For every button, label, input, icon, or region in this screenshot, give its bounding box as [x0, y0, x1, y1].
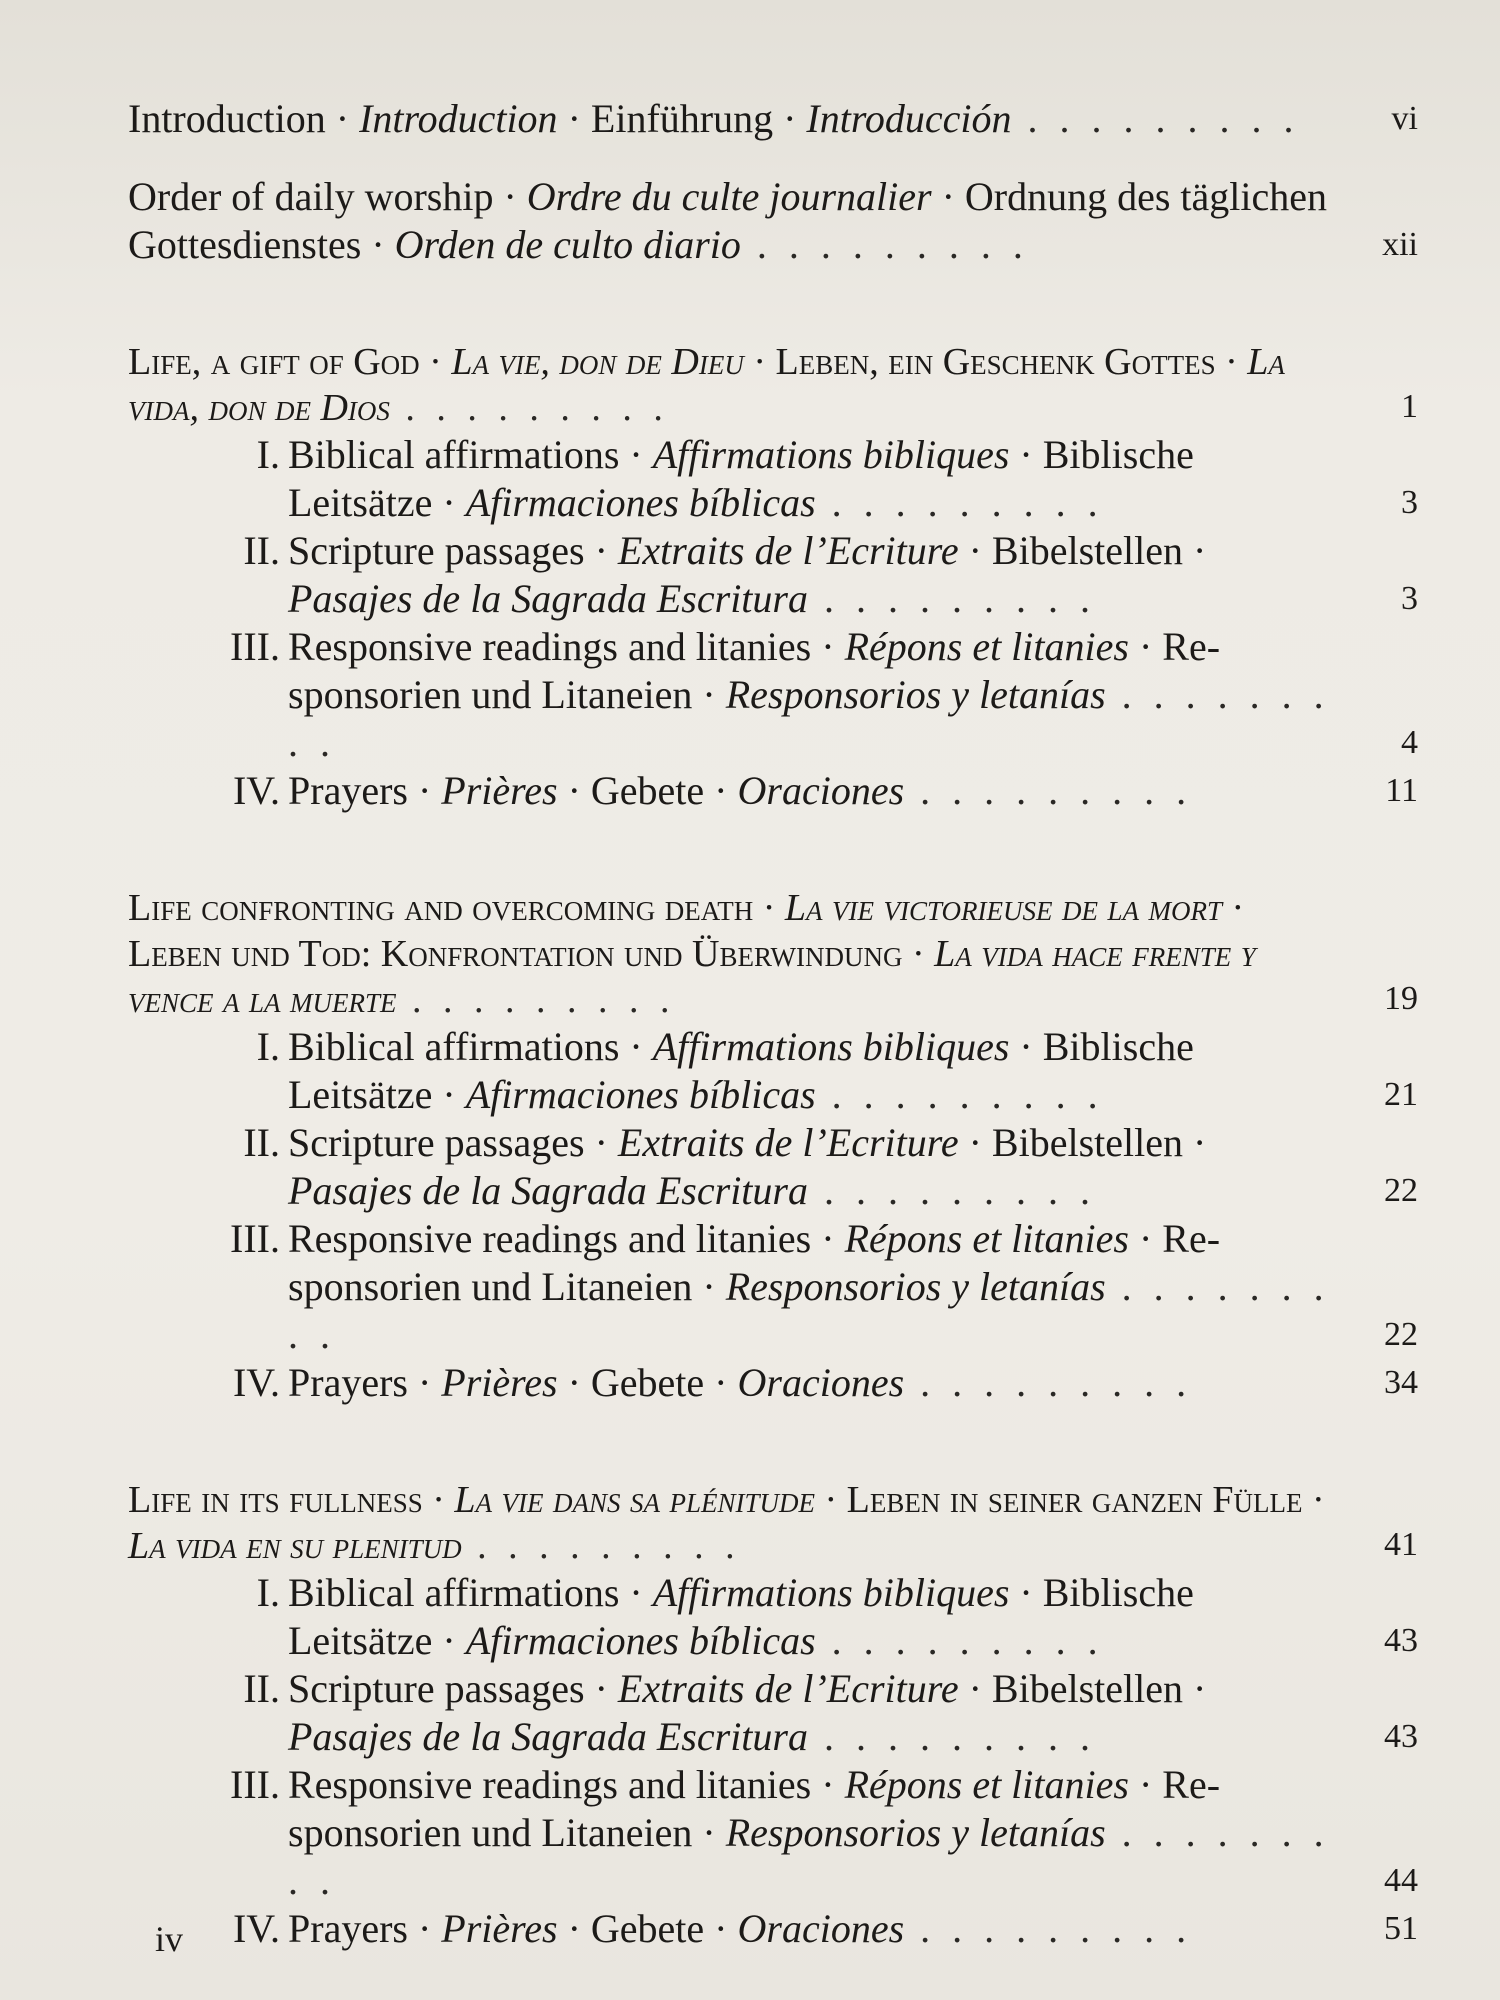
- title-part: Gebete: [590, 1906, 705, 1951]
- toc-page-number: 11: [1385, 772, 1418, 809]
- title-separator: ·: [407, 1360, 442, 1405]
- title-part: La vida en su plenitud: [128, 1525, 462, 1567]
- title-part: Leben und Tod: Konfrontation und Überwindung: [128, 933, 903, 975]
- toc-spacer: [128, 815, 1418, 885]
- title-part: Biblical affirmations: [288, 1024, 620, 1069]
- title-part: La vie, don de Dieu: [451, 341, 744, 383]
- leader-dots: . . . . . . . . .: [1011, 96, 1300, 141]
- toc-entry-title: [128, 1665, 1338, 1761]
- title-part: Einführung: [590, 96, 774, 141]
- title-separator: ·: [931, 174, 965, 219]
- title-part: Responsorien und Litaneien: [288, 624, 1221, 717]
- toc-roman-numeral: I.: [256, 432, 280, 477]
- title-part: Ordnung des täglichen Gottesdienstes: [128, 174, 1328, 267]
- toc-roman-numeral: III.: [230, 624, 280, 669]
- title-separator: ·: [1128, 624, 1163, 669]
- toc-entry-title: [128, 1215, 1338, 1359]
- title-separator: ·: [584, 528, 618, 573]
- title-separator: ·: [1302, 1479, 1325, 1521]
- title-part: Gebete: [590, 768, 705, 813]
- toc-page-number: 3: [1401, 484, 1418, 521]
- toc-section-entry: [128, 1477, 1418, 1569]
- toc-page-number: 19: [1384, 980, 1418, 1017]
- title-separator: ·: [692, 1810, 726, 1855]
- title-part: Pasajes de la Sagrada Escritura: [288, 1714, 808, 1759]
- toc-roman-numeral: II.: [243, 1666, 280, 1711]
- toc-subentry: [128, 1905, 1418, 1953]
- toc-section-entry: [128, 339, 1418, 431]
- title-part: La vida hace frente y vence a la muerte: [128, 933, 1256, 1021]
- title-separator: ·: [1128, 1216, 1163, 1261]
- toc-page-number: 22: [1384, 1316, 1418, 1353]
- toc-page-number: 1: [1401, 388, 1418, 425]
- title-part: Scripture passages: [288, 528, 585, 573]
- toc-roman-numeral: II.: [243, 528, 280, 573]
- title-separator: ·: [361, 222, 395, 267]
- toc-roman-numeral: II.: [243, 1120, 280, 1165]
- toc-page-number: vi: [1391, 100, 1418, 137]
- leader-dots: . . . . . . . . .: [904, 1906, 1193, 1951]
- leader-dots: . . . . . . . . .: [396, 979, 676, 1021]
- title-separator: ·: [432, 1072, 466, 1117]
- toc-entry-title: [128, 339, 1338, 431]
- title-part: Introducción: [806, 96, 1012, 141]
- toc-subentry: [128, 623, 1418, 767]
- title-separator: ·: [557, 1360, 591, 1405]
- toc-roman-numeral: I.: [256, 1024, 280, 1069]
- title-separator: ·: [432, 480, 466, 525]
- title-separator: ·: [557, 1906, 591, 1951]
- toc-roman-numeral: IV.: [232, 1906, 280, 1951]
- title-separator: ·: [811, 624, 845, 669]
- toc-entry-title: [128, 527, 1338, 623]
- title-separator: ·: [619, 432, 653, 477]
- table-of-contents: [128, 95, 1418, 1953]
- title-separator: ·: [1009, 1024, 1043, 1069]
- title-separator: ·: [743, 341, 776, 383]
- leader-dots: . . . . . . . . .: [740, 222, 1029, 267]
- title-part: Répons et litanies: [844, 624, 1129, 669]
- title-separator: ·: [584, 1666, 618, 1711]
- title-separator: ·: [619, 1024, 653, 1069]
- toc-entry-title: [128, 1119, 1338, 1215]
- title-separator: ·: [1215, 341, 1248, 383]
- toc-entry-title: [128, 1359, 1338, 1407]
- toc-subentry: [128, 1119, 1418, 1215]
- title-separator: ·: [811, 1762, 845, 1807]
- title-separator: ·: [1183, 1666, 1207, 1711]
- title-part: Scripture passages: [288, 1666, 585, 1711]
- toc-spacer: [128, 269, 1418, 339]
- toc-entry-title: [128, 1761, 1338, 1905]
- title-part: Responsorien und Litaneien: [288, 1762, 1221, 1855]
- title-separator: ·: [815, 1479, 847, 1521]
- title-part: Extraits de l’Ecriture: [617, 528, 959, 573]
- title-part: Oraciones: [737, 1360, 905, 1405]
- title-part: Bibelstellen: [991, 1666, 1183, 1711]
- toc-page-number: 41: [1384, 1526, 1418, 1563]
- title-part: Oraciones: [737, 1906, 905, 1951]
- toc-page-number: 4: [1401, 724, 1418, 761]
- title-separator: ·: [902, 933, 935, 975]
- title-separator: ·: [958, 1666, 992, 1711]
- title-separator: ·: [419, 341, 452, 383]
- toc-subentry: [128, 767, 1418, 815]
- title-part: Biblische Leitsätze: [288, 1024, 1194, 1117]
- toc-page-number: 34: [1384, 1364, 1418, 1401]
- title-separator: ·: [325, 96, 360, 141]
- toc-page-number: 44: [1384, 1862, 1418, 1899]
- title-separator: ·: [422, 1479, 455, 1521]
- toc-subentry: [128, 1023, 1418, 1119]
- toc-spacer: [128, 143, 1418, 173]
- leader-dots: . . . . . . . . .: [904, 1360, 1193, 1405]
- title-part: Prières: [441, 768, 558, 813]
- toc-subentry: [128, 1569, 1418, 1665]
- toc-section-entry: [128, 885, 1418, 1023]
- title-part: Affirmations bibliques: [652, 1570, 1010, 1615]
- title-separator: ·: [1009, 432, 1043, 477]
- title-part: Afirmaciones bíblicas: [465, 1072, 816, 1117]
- title-part: Prayers: [288, 768, 408, 813]
- title-part: Prières: [441, 1360, 558, 1405]
- leader-dots: . . . . . . . . .: [288, 672, 1330, 765]
- title-part: Orden de culto diario: [394, 222, 741, 267]
- toc-roman-numeral: IV.: [232, 1360, 280, 1405]
- title-separator: ·: [1128, 1762, 1163, 1807]
- toc-entry-title: [128, 1905, 1338, 1953]
- toc-subentry: [128, 527, 1418, 623]
- title-part: Prayers: [288, 1906, 408, 1951]
- toc-page-number: 43: [1384, 1622, 1418, 1659]
- title-part: Afirmaciones bíblicas: [465, 1618, 816, 1663]
- leader-dots: . . . . . . . . .: [807, 1714, 1096, 1759]
- leader-dots: . . . . . . . . .: [389, 387, 669, 429]
- title-part: Prières: [441, 1906, 558, 1951]
- title-part: Extraits de l’Ecriture: [617, 1666, 959, 1711]
- title-part: Introduction: [359, 96, 558, 141]
- title-part: Affirmations bibliques: [652, 1024, 1010, 1069]
- title-part: Biblical affirmations: [288, 1570, 620, 1615]
- toc-entry-title: [128, 623, 1338, 767]
- toc-entry-title: [128, 1023, 1338, 1119]
- title-part: Gebete: [590, 1360, 705, 1405]
- title-part: La vie dans sa plénitude: [454, 1479, 815, 1521]
- title-separator: ·: [1221, 887, 1245, 929]
- title-separator: ·: [704, 1906, 738, 1951]
- title-part: Life confronting and overcoming death: [128, 887, 754, 929]
- title-separator: ·: [619, 1570, 653, 1615]
- toc-page-number: 21: [1384, 1076, 1418, 1113]
- title-part: Pasajes de la Sagrada Escritura: [288, 576, 808, 621]
- title-part: Responsorios y letanías: [725, 672, 1106, 717]
- title-part: Extraits de l’Ecriture: [617, 1120, 959, 1165]
- title-separator: ·: [584, 1120, 618, 1165]
- title-part: Répons et litanies: [844, 1762, 1129, 1807]
- leader-dots: . . . . . . . . .: [815, 1618, 1104, 1663]
- title-separator: ·: [958, 1120, 992, 1165]
- page-folio: iv: [155, 1919, 184, 1959]
- toc-entry-title: [128, 767, 1338, 815]
- leader-dots: . . . . . . . . .: [815, 1072, 1104, 1117]
- title-separator: ·: [557, 768, 591, 813]
- title-part: Responsorios y letanías: [725, 1810, 1106, 1855]
- title-part: Affirmations bibliques: [652, 432, 1010, 477]
- title-separator: ·: [432, 1618, 466, 1663]
- title-part: Bibelstellen: [991, 1120, 1183, 1165]
- toc-page-number: 22: [1384, 1172, 1418, 1209]
- title-part: Bibelstellen: [991, 528, 1183, 573]
- title-separator: ·: [692, 672, 726, 717]
- title-part: Responsorien und Litaneien: [288, 1216, 1221, 1309]
- leader-dots: . . . . . . . . .: [807, 576, 1096, 621]
- toc-entry-title: [128, 95, 1338, 143]
- title-part: Prayers: [288, 1360, 408, 1405]
- leader-dots: . . . . . . . . .: [807, 1168, 1096, 1213]
- title-separator: ·: [692, 1264, 726, 1309]
- title-part: La vida, don de Dios: [128, 341, 1285, 429]
- leader-dots: . . . . . . . . .: [288, 1810, 1330, 1903]
- title-part: Scripture passages: [288, 1120, 585, 1165]
- title-part: La vie victorieuse de la mort: [784, 887, 1222, 929]
- toc-subentry: [128, 431, 1418, 527]
- title-part: Biblical affirmations: [288, 432, 620, 477]
- title-separator: ·: [704, 1360, 738, 1405]
- title-separator: ·: [773, 96, 807, 141]
- title-separator: ·: [1009, 1570, 1043, 1615]
- title-part: Biblische Leitsätze: [288, 1570, 1194, 1663]
- toc-subentry: [128, 1359, 1418, 1407]
- toc-page-number: 43: [1384, 1718, 1418, 1755]
- title-separator: ·: [704, 768, 738, 813]
- title-separator: ·: [1183, 1120, 1207, 1165]
- leader-dots: . . . . . . . . .: [288, 1264, 1330, 1357]
- title-separator: ·: [958, 528, 992, 573]
- title-part: Ordre du culte journalier: [526, 174, 932, 219]
- title-part: Afirmaciones bíblicas: [465, 480, 816, 525]
- toc-subentry: [128, 1665, 1418, 1761]
- title-part: Responsive readings and litanies: [288, 1216, 812, 1261]
- toc-entry: [128, 173, 1418, 269]
- toc-roman-numeral: IV.: [232, 768, 280, 813]
- leader-dots: . . . . . . . . .: [461, 1525, 741, 1567]
- title-part: Introduction: [128, 96, 326, 141]
- toc-subentry: [128, 1761, 1418, 1905]
- title-part: Leben in seiner ganzen Fülle: [846, 1479, 1303, 1521]
- title-separator: ·: [407, 768, 442, 813]
- title-part: Responsive readings and litanies: [288, 624, 812, 669]
- toc-roman-numeral: III.: [230, 1762, 280, 1807]
- title-part: Responsive readings and litanies: [288, 1762, 812, 1807]
- title-part: Life in its fullness: [128, 1479, 423, 1521]
- title-part: Biblische Leitsätze: [288, 432, 1194, 525]
- leader-dots: . . . . . . . . .: [815, 480, 1104, 525]
- toc-entry-title: [128, 885, 1338, 1023]
- title-part: Répons et litanies: [844, 1216, 1129, 1261]
- title-separator: ·: [811, 1216, 845, 1261]
- toc-page-number: 3: [1401, 580, 1418, 617]
- toc-roman-numeral: I.: [256, 1570, 280, 1615]
- title-separator: ·: [493, 174, 527, 219]
- title-part: Life, a gift of God: [128, 341, 420, 383]
- leader-dots: . . . . . . . . .: [904, 768, 1193, 813]
- toc-entry-title: [128, 431, 1338, 527]
- toc-entry-title: [128, 1477, 1338, 1569]
- toc-entry: [128, 95, 1418, 143]
- toc-page-number: 51: [1384, 1910, 1418, 1947]
- toc-entry-title: [128, 1569, 1338, 1665]
- toc-page-number: xii: [1382, 226, 1418, 263]
- title-part: Leben, ein Geschenk Gottes: [775, 341, 1216, 383]
- toc-subentry: [128, 1215, 1418, 1359]
- title-part: Oraciones: [737, 768, 905, 813]
- title-separator: ·: [557, 96, 591, 141]
- toc-entry-title: [128, 173, 1338, 269]
- title-separator: ·: [1183, 528, 1207, 573]
- title-separator: ·: [753, 887, 785, 929]
- title-part: Order of daily worship: [128, 174, 494, 219]
- title-part: Responsorios y letanías: [725, 1264, 1106, 1309]
- toc-spacer: [128, 1407, 1418, 1477]
- toc-roman-numeral: III.: [230, 1216, 280, 1261]
- title-separator: ·: [407, 1906, 442, 1951]
- title-part: Pasajes de la Sagrada Escritura: [288, 1168, 808, 1213]
